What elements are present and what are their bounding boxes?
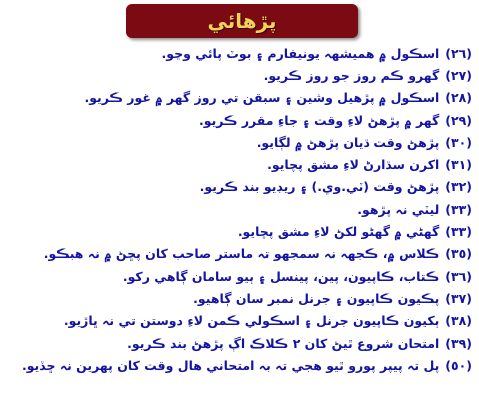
item-number: (٢٦) [445, 45, 472, 61]
item-text: گهڻي ۾ گهڻو لکڻ لاءِ مشق پچايو. [237, 224, 440, 240]
list-item [0, 131, 474, 153]
list-item [0, 109, 474, 131]
list-item [0, 153, 474, 175]
list-item [0, 332, 474, 354]
item-text: پل تہ پيپر پورو ٿيو هجي تہ بہ امتحاني هال وقت کان پهرين نہ ڇڏيو. [21, 357, 440, 373]
list-item [0, 220, 474, 242]
item-text: پڙهڻ وقت (ٽي.وي.) ۽ ريڊيو بند ڪريو. [199, 179, 440, 195]
item-text: گهر ۾ پڙهڻ لاءِ وقت ۽ جاءِ مقرر ڪريو. [198, 112, 440, 128]
page-title: پڙهائي [207, 9, 277, 33]
item-number: (٣٥) [445, 246, 472, 262]
item-number: (٥٠) [445, 357, 472, 373]
list-item [0, 265, 474, 287]
item-text: پڪيون ڪاپيون ۽ جرنل نمبر سان ڳاهيو. [193, 290, 440, 306]
list-item [0, 198, 474, 220]
item-text: ڪتاب، ڪاپيون، پين، پينسل ۽ ٻيو سامان ڳاهي رکو. [122, 268, 440, 284]
list-item [0, 176, 474, 198]
item-text: ڪلاس ۾، ڪجهہ نہ سمجهو تہ ماستر صاحب کان پڇڻ ۾ نہ هبڪو. [43, 246, 440, 262]
item-number: (٣٦) [445, 268, 472, 284]
item-text: گهرو ڪم روز جو روز ڪريو. [263, 67, 440, 83]
list-item [0, 243, 474, 265]
item-number: (٢٧) [445, 67, 472, 83]
item-number: (٣٩) [445, 335, 472, 351]
list-item [0, 64, 474, 86]
item-number: (٣٨) [445, 313, 472, 329]
item-number: (٢٨) [445, 90, 472, 106]
list-item [0, 42, 474, 64]
item-text: اکرن سڌارڻ لاءِ مشق پچايو. [267, 157, 440, 173]
item-number: (٢٩) [445, 112, 472, 128]
item-text: ليٽي نہ پڙهو. [357, 201, 440, 217]
title-banner [126, 4, 358, 38]
item-number: (٣١) [445, 157, 472, 173]
item-text: ٻکيون ڪاپيون جرنل ۽ اسڪولي ڪمن لاءِ دوستن تي نہ ڀاڙيو. [63, 313, 440, 329]
list-item [0, 310, 474, 332]
item-text: امتحان شروع ٿيڻ کان ٢ ڪلاڪ اڳ پڙهڻ بند ڪريو. [127, 335, 440, 351]
item-text: اسڪول ۾ هميشهہ يونيفارم ۽ بوٽ پائي وڃو. [161, 45, 440, 61]
rules-list [0, 42, 474, 376]
item-number: (٣٧) [445, 290, 472, 306]
list-item [0, 87, 474, 109]
item-text: پڙهڻ وقت ڌيان پڙهڻ ۾ لڳايو. [256, 134, 440, 150]
item-number: (٣٣) [445, 224, 472, 240]
item-text: اسڪول ۾ پڙهيل وشين ۽ سبقن تي روز گهر ۾ غور ڪريو. [84, 90, 440, 106]
item-number: (٣٠) [445, 134, 472, 150]
list-item [0, 287, 474, 309]
list-item [0, 354, 474, 376]
item-number: (٣٣) [445, 201, 472, 217]
item-number: (٣٢) [445, 179, 472, 195]
